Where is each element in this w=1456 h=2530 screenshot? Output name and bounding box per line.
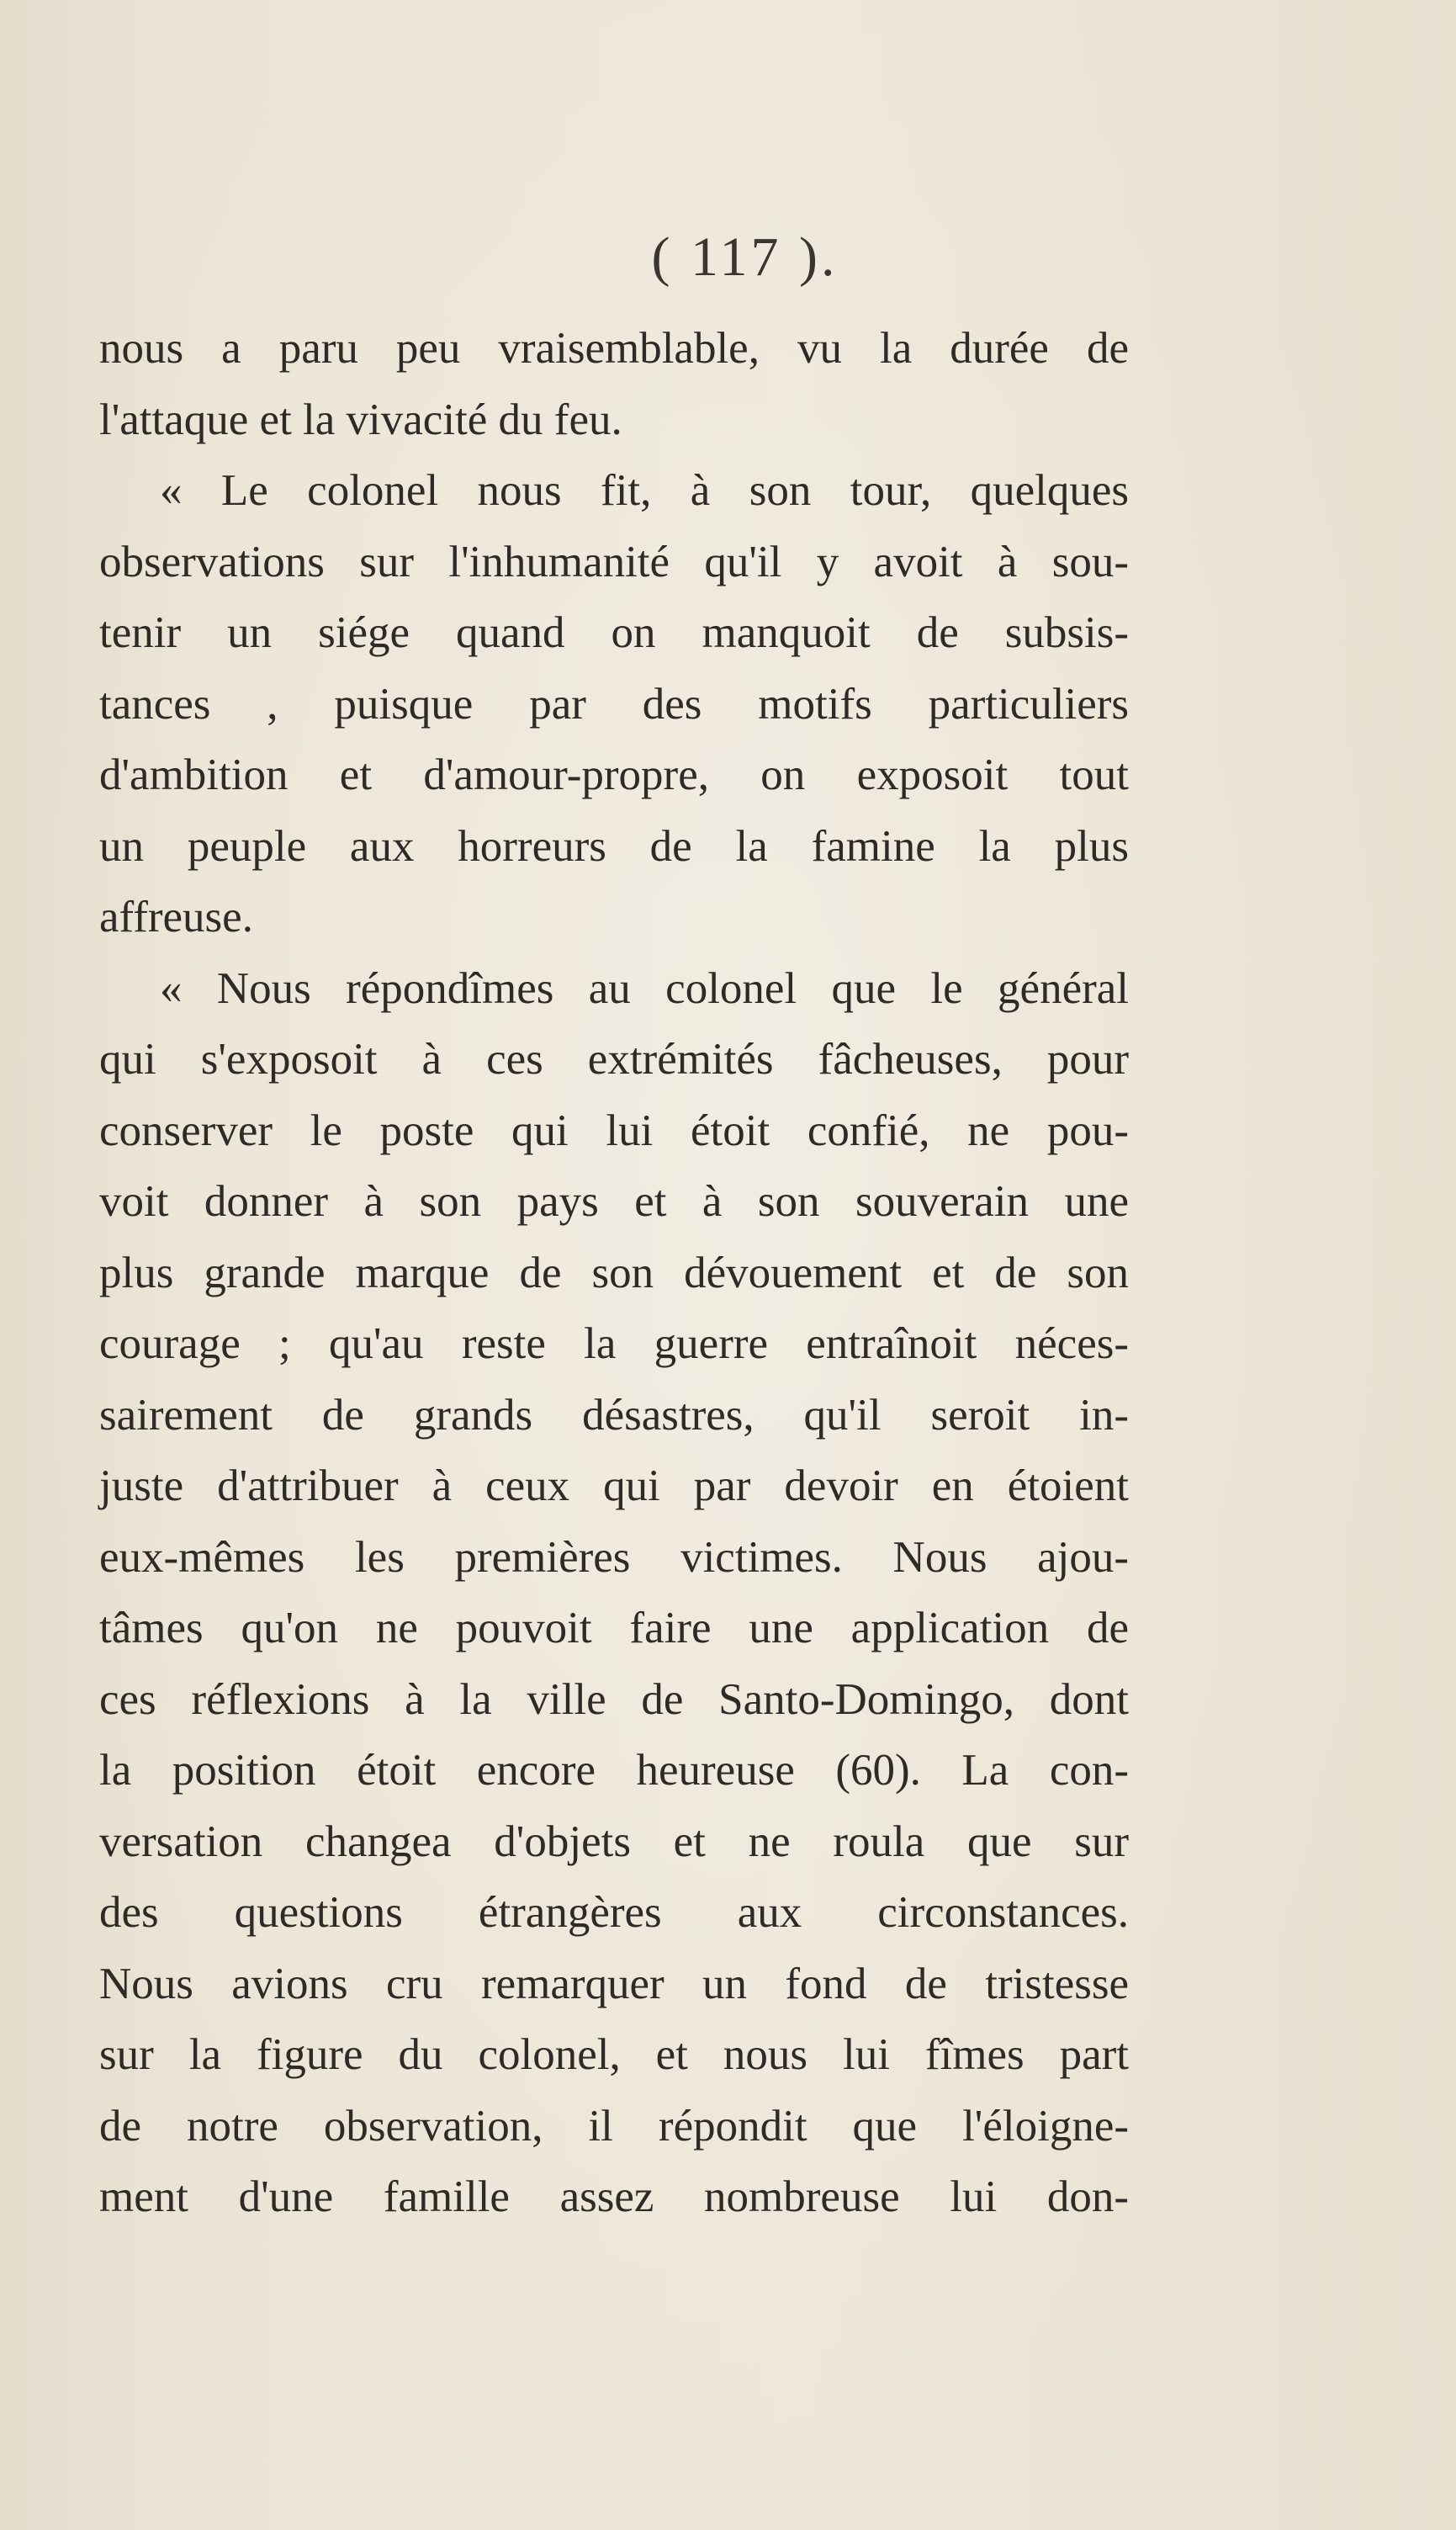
text-line: eux-mêmes les premières victimes. Nous ajou- xyxy=(99,1532,1129,1582)
text-line: Nous avions cru remarquer un fond de tristesse xyxy=(99,1959,1129,2008)
page-number: ( 117 ). xyxy=(651,226,839,288)
text-line: de notre observation, il répondit que l'éloigne- xyxy=(99,2101,1129,2151)
text-line: d'ambition et d'amour-propre, on exposoit tout xyxy=(99,751,1129,799)
text-line: courage ; qu'au reste la guerre entraînoit néces- xyxy=(99,1319,1129,1368)
text-line: juste d'attribuer à ceux qui par devoir en étoient xyxy=(99,1461,1129,1510)
text-line: tances , puisque par des motifs particuliers xyxy=(99,679,1129,729)
text-line: conserver le poste qui lui étoit confié, ne pou- xyxy=(99,1106,1129,1155)
body-text xyxy=(99,313,1129,2233)
text-line: observations sur l'inhumanité qu'il y avoit à sou- xyxy=(99,537,1129,586)
text-line: tâmes qu'on ne pouvoit faire une application de xyxy=(99,1604,1129,1652)
text-line: sairement de grands désastres, qu'il seroit in- xyxy=(99,1390,1129,1440)
text-line: des questions étrangères aux circonstances. xyxy=(99,1888,1129,1937)
text-line: un peuple aux horreurs de la famine la plus xyxy=(99,821,1129,871)
text-line: ment d'une famille assez nombreuse lui don- xyxy=(99,2172,1129,2221)
text-line: « Nous répondîmes au colonel que le général xyxy=(160,963,1129,1013)
text-line: voit donner à son pays et à son souverain une xyxy=(99,1177,1129,1226)
text-line: affreuse. xyxy=(99,893,253,941)
text-line: « Le colonel nous fit, à son tour, quelques xyxy=(160,466,1129,515)
text-line: tenir un siége quand on manquoit de subsis- xyxy=(99,608,1129,657)
text-line: l'attaque et la vivacité du feu. xyxy=(99,395,622,444)
text-line: versation changea d'objets et ne roula que sur xyxy=(99,1817,1129,1866)
text-line: sur la figure du colonel, et nous lui fîmes part xyxy=(99,2030,1129,2079)
text-line: qui s'exposoit à ces extrémités fâcheuses, pour xyxy=(99,1035,1129,1084)
text-line: la position étoit encore heureuse (60). La con- xyxy=(99,1746,1129,1795)
text-line: plus grande marque de son dévouement et de son xyxy=(99,1248,1129,1297)
text-line: nous a paru peu vraisemblable, vu la durée de xyxy=(99,324,1129,373)
text-line: ces réflexions à la ville de Santo-Domingo, dont xyxy=(99,1674,1129,1724)
